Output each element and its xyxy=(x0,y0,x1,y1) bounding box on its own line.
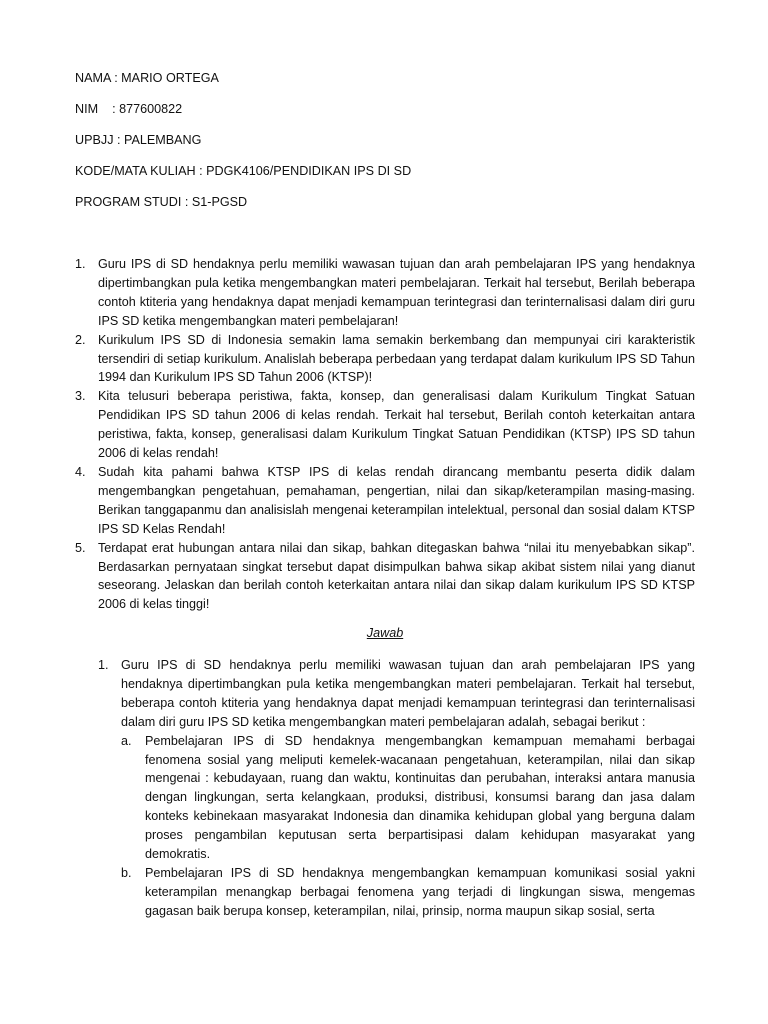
subitem-letter: b. xyxy=(121,865,132,880)
question-text: Kurikulum IPS SD di Indonesia semakin lama semakin berkembang dan mempunyai ciri karakteristik tersendiri di setiap kurikulum. Analislah beberapa perbedaan yang terdapat dalam kurikulum IPS SD Tahun 1994 dan Kurikulum IPS SD Tahun 2006 (KTSP)! xyxy=(98,332,695,385)
answer-sublist xyxy=(121,732,695,921)
answer-item xyxy=(98,656,695,921)
answer-heading: Jawab xyxy=(366,626,404,640)
question-number: 4. xyxy=(75,464,86,479)
question-text: Kita telusuri beberapa peristiwa, fakta, konsep, dan generalisasi dalam Kurikulum Tingkat Satuan Pendidikan IPS SD tahun 2006 di kelas rendah. Terkait hal tersebut, Berilah contoh keterkaitan antara peristiwa, fakta, konsep, generalisasi dalam Kurikulum Tingkat Satuan Pendidikan (KTSP) IPS SD tahun 2006 di kelas rendah! xyxy=(98,389,695,461)
question-item xyxy=(75,331,695,388)
answer-list xyxy=(98,656,695,921)
question-list xyxy=(75,255,695,614)
subitem-text: Pembelajaran IPS di SD hendaknya mengembangkan kemampuan komunikasi sosial yakni keterampilan menangkap berbagai fenomena yang terjadi di lingkungan siswa, mengemas gagasan baik berupa konsep, keterampilan, nilai, prinsip, norma maupun sikap sosial, serta xyxy=(145,865,695,918)
question-text: Sudah kita pahami bahwa KTSP IPS di kelas rendah dirancang membantu peserta didik dalam mengembangkan pengetahuan, pemahaman, pengertian, nilai dan sikap/keterampilan masing-masing. Berikan tanggapanmu dan analisislah mengenai keterampilan intelektual, personal dan sosial dalam KTSP IPS SD Kelas Rendah! xyxy=(98,464,695,536)
question-text: Terdapat erat hubungan antara nilai dan sikap, bahkan ditegaskan bahwa “nilai itu menyebabkan sikap”. Berdasarkan pernyataan singkat tersebut dapat disimpulkan bahwa sikap akibat sistem nilai yang dianut seseorang. Jelaskan dan berilah contoh keterkaitan antara nilai dan sikap dalam kurikulum IPS SD KTSP 2006 di kelas tinggi! xyxy=(98,540,695,612)
question-text: Guru IPS di SD hendaknya perlu memiliki wawasan tujuan dan arah pembelajaran IPS yang hendaknya dipertimbangkan pula ketika mengembangkan materi pembelajaran. Terkait hal tersebut, Berilah beberapa contoh ktiteria yang hendaknya dapat menjadi kemampuan terintegrasi dan terinternalisasi dalam diri guru IPS SD ketika mengembangkan materi pembelajaran! xyxy=(98,257,695,328)
answer-number: 1. xyxy=(98,658,109,672)
question-number: 3. xyxy=(75,389,86,404)
answer-body xyxy=(121,656,695,921)
answer-text: Guru IPS di SD hendaknya perlu memiliki wawasan tujuan dan arah pembelajaran IPS yang hendaknya dipertimbangkan pula ketika mengembangkan materi pembelajaran. Terkait hal tersebut, beberapa contoh ktiteria yang hendaknya dapat menjadi kemampuan terintegrasi dan terinternalisasi dalam diri guru IPS SD ketika mengembangkan materi pembelajaran adalah, sebagai berikut : xyxy=(121,658,695,729)
question-item xyxy=(75,255,695,331)
student-info xyxy=(75,70,695,225)
student-name: NAMA : MARIO ORTEGA xyxy=(75,71,219,85)
question-number: 2. xyxy=(75,332,86,347)
student-upbjj: UPBJJ : PALEMBANG xyxy=(75,133,202,147)
course-code: KODE/MATA KULIAH : PDGK4106/PENDIDIKAN IPS DI SD xyxy=(75,164,412,178)
subitem-letter: a. xyxy=(121,733,132,748)
question-item xyxy=(75,539,695,615)
student-nim: NIM : 877600822 xyxy=(75,102,183,116)
answer-subitem xyxy=(121,732,695,864)
answer-subitem xyxy=(121,864,695,921)
study-program: PROGRAM STUDI : S1-PGSD xyxy=(75,195,248,209)
question-number: 5. xyxy=(75,540,86,555)
subitem-text: Pembelajaran IPS di SD hendaknya mengembangkan kemampuan memahami berbagai fenomena sosial yang meliputi kemelek-wacanaan pengetahuan, keterampilan, nilai dan sikap mengenai : kebudayaan, ruang dan waktu, kontinuitas dan perubahan, interaksi antara manusia dengan lingkungan, serta kelangkaan, produksi, distribusi, konsumsi barang dan jasa dalam konteks kebinekaan masyarakat Indonesia dan dinamika kehidupan global yang berguna dalam proses pengambilan keputusan serta berpartisipasi dalam kehidupan masyarakat yang demokratis. xyxy=(145,733,695,862)
question-number: 1. xyxy=(75,257,86,271)
question-item xyxy=(75,463,695,539)
question-item xyxy=(75,387,695,463)
